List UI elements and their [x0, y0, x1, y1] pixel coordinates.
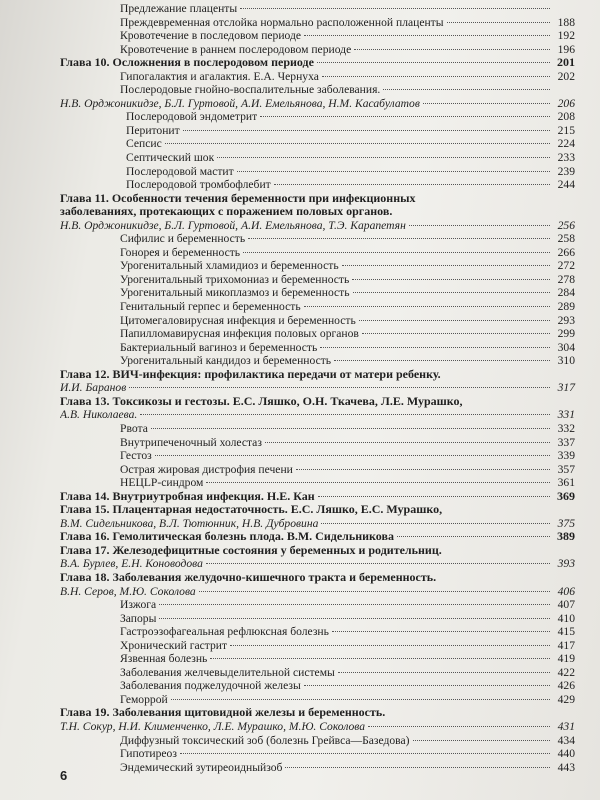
toc-entry — [60, 449, 575, 463]
toc-page-number: 339 — [557, 449, 575, 463]
toc-page-number: 289 — [557, 300, 575, 314]
dot-leader — [317, 62, 550, 63]
toc-chapter-heading — [60, 368, 575, 382]
toc-entry — [60, 598, 575, 612]
toc-entry-title: Послеродовой мастит — [126, 164, 234, 178]
dot-leader — [304, 306, 550, 307]
toc-entry — [60, 612, 575, 626]
toc-entry-title: Глава 19. Заболевания щитовидной железы и беременность. — [60, 706, 386, 720]
dot-leader — [352, 279, 550, 280]
toc-entry — [60, 83, 575, 97]
toc-entry — [60, 463, 575, 477]
toc-page-number: 422 — [557, 665, 575, 679]
dot-leader — [274, 184, 550, 185]
toc-entry — [60, 110, 575, 124]
toc-entry-title: Глава 10. Осложнения в послеродовом периоде — [60, 56, 314, 70]
toc-page-number: 443 — [557, 760, 575, 774]
dot-leader — [322, 76, 550, 77]
toc-entry — [60, 327, 575, 341]
toc-page-number: 389 — [557, 529, 575, 544]
toc-page-number: 361 — [557, 476, 575, 490]
toc-page-number: 407 — [557, 598, 575, 612]
toc-entry-title: Т.Н. Сокур, Н.И. Клименченко, Л.Е. Мурашко, М.Ю. Соколова — [60, 719, 366, 733]
toc-entry-title: Н.В. Орджоникидзе, Б.Л. Гуртовой, А.И. Емельянова, Т.Э. Карапетян — [60, 218, 406, 232]
toc-entry — [60, 29, 575, 43]
toc-entry — [60, 2, 575, 16]
dot-leader — [338, 672, 550, 673]
dot-leader — [368, 726, 550, 727]
dot-leader — [260, 116, 550, 117]
dot-leader — [447, 22, 550, 23]
toc-entry-title: Преждевременная отслойка нормально расположенной плаценты — [120, 15, 444, 29]
toc-page-number: 434 — [557, 733, 575, 747]
toc-entry-title: Гастроэзофагеальная рефлюксная болезнь — [120, 625, 329, 639]
toc-entry-title: заболеваниях, протекающих с поражением половых органов. — [60, 205, 393, 219]
toc-entry — [60, 747, 575, 761]
toc-page-number: 332 — [557, 421, 575, 435]
toc-entry-title: Глава 16. Гемолитическая болезнь плода. В.М. Сидельникова — [60, 530, 394, 544]
dot-leader — [183, 130, 550, 131]
toc-entry — [60, 625, 575, 639]
dot-leader — [304, 35, 550, 36]
toc-entry — [60, 300, 575, 314]
dot-leader — [210, 658, 550, 659]
toc-entry-title: Сифилис и беременность — [120, 232, 246, 246]
toc-entry — [60, 354, 575, 368]
toc-entry — [60, 286, 575, 300]
toc-entry — [60, 165, 575, 179]
toc-page-number: 284 — [557, 286, 575, 300]
toc-page-number: 188 — [557, 15, 575, 29]
toc-entry-title: Послеродовой тромбофлебит — [126, 178, 271, 192]
toc-page-number: 310 — [557, 354, 575, 368]
dot-leader — [334, 360, 550, 361]
dot-leader — [155, 455, 550, 456]
toc-page-number: 417 — [557, 638, 575, 652]
toc-page-number: 208 — [557, 110, 575, 124]
toc-entry-title: Рвота — [120, 421, 148, 435]
dot-leader — [320, 347, 550, 348]
dot-leader — [199, 591, 550, 592]
toc-page-number: 278 — [557, 272, 575, 286]
dot-leader — [383, 89, 550, 90]
dot-leader — [321, 523, 550, 524]
toc-entry-title: Гипотиреоз — [120, 747, 177, 761]
toc-entry — [60, 70, 575, 84]
toc-entry-title: Генитальный герпес и беременность — [120, 300, 301, 314]
toc-entry-title: Бактериальный вагиноз и беременность — [120, 340, 318, 354]
toc-page-number: 357 — [557, 462, 575, 476]
toc-page-number: 196 — [557, 42, 575, 56]
toc-entry — [60, 43, 575, 57]
toc-page-number: 266 — [557, 245, 575, 259]
toc-entry-title: Н.В. Орджоникидзе, Б.Л. Гуртовой, А.И. Емельянова, Н.М. Касабулатов — [60, 96, 420, 110]
toc-page-number: 406 — [557, 584, 575, 598]
toc-entry — [60, 273, 575, 287]
toc-entry — [60, 16, 575, 30]
toc-page-number: 192 — [557, 29, 575, 43]
dot-leader — [353, 292, 550, 293]
toc-entry — [60, 652, 575, 666]
toc-authors-line — [60, 381, 575, 395]
toc-page-number: 239 — [557, 164, 575, 178]
toc-entry-title: Язвенная болезнь — [120, 652, 208, 666]
toc-entry — [60, 679, 575, 693]
dot-leader — [296, 469, 550, 470]
toc-entry-title: А.В. Николаева. — [60, 408, 138, 422]
toc-page-number: 429 — [557, 692, 575, 706]
toc-entry-title: Глава 13. Токсикозы и гестозы. Е.С. Ляшко, О.Н. Ткачева, Л.Е. Мурашко, — [60, 394, 463, 408]
dot-leader — [151, 428, 550, 429]
toc-entry-title: Цитомегаловирусная инфекция и беременность — [120, 313, 356, 327]
toc-entry — [60, 259, 575, 273]
toc-entry-title: Глава 12. ВИЧ-инфекция: профилактика передачи от матери ребенку. — [60, 367, 441, 381]
dot-leader — [304, 685, 550, 686]
dot-leader — [285, 767, 550, 768]
toc-page-number: 293 — [557, 313, 575, 327]
toc-authors-line — [60, 557, 575, 571]
toc-authors-line — [60, 517, 575, 531]
dot-leader — [240, 8, 550, 9]
dot-leader — [248, 238, 550, 239]
toc-entry — [60, 124, 575, 138]
dot-leader — [354, 49, 550, 50]
page-number: 6 — [60, 768, 68, 783]
toc-entry-title: Гонорея и беременность — [120, 245, 241, 259]
toc-page-number: 272 — [557, 259, 575, 273]
dot-leader — [180, 753, 550, 754]
toc-entry-title: Гестоз — [120, 449, 152, 463]
toc-entry-title: Урогенитальный трихомониаз и беременность — [120, 272, 350, 286]
toc-chapter-heading — [60, 706, 575, 720]
dot-leader — [265, 442, 550, 443]
toc-authors-line — [60, 585, 575, 599]
toc-page-number: 431 — [557, 719, 575, 733]
toc-page-number: 393 — [557, 557, 575, 571]
toc-entry-title: Глава 14. Внутриутробная инфекция. Н.Е. Кан — [60, 489, 315, 503]
toc-entry-title: Урогенитальный хламидиоз и беременность — [120, 259, 339, 273]
toc-entry-title: Геморрой — [120, 692, 168, 706]
toc-entry-title: Внутрипеченочный холестаз — [120, 435, 262, 449]
toc-authors-line — [60, 408, 575, 422]
toc-page-number: 202 — [557, 69, 575, 83]
toc-chapter-heading — [60, 192, 575, 206]
dot-leader — [342, 265, 550, 266]
dot-leader — [243, 252, 550, 253]
dot-leader — [206, 482, 550, 483]
toc-page-number: 331 — [557, 408, 575, 422]
toc-chapter-heading — [60, 544, 575, 558]
toc-entry-title: Кровотечение в последовом периоде — [120, 29, 302, 43]
toc-authors-line — [60, 97, 575, 111]
dot-leader — [397, 536, 550, 537]
toc-entry-title: Изжога — [120, 598, 157, 612]
toc-entry — [60, 639, 575, 653]
toc-page-number: 256 — [557, 218, 575, 232]
toc-chapter-heading — [60, 503, 575, 517]
toc-entry-title: Перитонит — [126, 123, 180, 137]
toc-page-number: 375 — [557, 516, 575, 530]
toc-entry-title: Эндемический зутиреоидныйзоб — [120, 760, 283, 774]
toc-chapter-heading — [60, 571, 575, 585]
toc-entry-title: Кровотечение в раннем послеродовом периоде — [120, 42, 352, 56]
toc-page-number: 304 — [557, 340, 575, 354]
dot-leader — [362, 333, 550, 334]
toc-entry-title: Глава 15. Плацентарная недостаточность. Е.С. Ляшко, Е.С. Мурашко, — [60, 503, 443, 517]
toc-authors-line — [60, 720, 575, 734]
toc-entry — [60, 137, 575, 151]
toc-entry-title: Урогенитальный кандидоз и беременность — [120, 354, 332, 368]
dot-leader — [409, 225, 550, 226]
dot-leader — [423, 103, 550, 104]
toc-page-number: 369 — [557, 488, 575, 503]
dot-leader — [230, 645, 550, 646]
dot-leader — [165, 143, 550, 144]
toc-page-number: 317 — [557, 381, 575, 395]
toc-entry-title: Послеродовые гнойно-воспалительные заболевания. — [120, 83, 381, 97]
dot-leader — [171, 699, 550, 700]
toc-entry — [60, 178, 575, 192]
toc-entry — [60, 341, 575, 355]
toc-page-number: 426 — [557, 679, 575, 693]
dot-leader — [332, 631, 550, 632]
dot-leader — [140, 414, 550, 415]
table-of-contents — [60, 2, 575, 774]
dot-leader — [206, 563, 550, 564]
toc-entry-title: Глава 18. Заболевания желудочно-кишечного тракта и беременность. — [60, 570, 437, 584]
toc-page-number: 299 — [557, 327, 575, 341]
toc-entry — [60, 436, 575, 450]
toc-entry-title: Глава 11. Особенности течения беременности при инфекционных — [60, 191, 416, 205]
dot-leader — [359, 320, 550, 321]
toc-entry-title: Заболевания желчевыделительной системы — [120, 665, 335, 679]
toc-page-number: 215 — [557, 123, 575, 137]
toc-entry-title: Диффузный токсический зоб (болезнь Грейвса—Базедова) — [120, 733, 410, 747]
toc-entry-title: В.А. Бурлев, Е.Н. Коноводова — [60, 557, 203, 571]
toc-entry — [60, 314, 575, 328]
toc-entry-title: НЕЦLР-синдром — [120, 476, 204, 490]
toc-entry-title: Септический шок — [126, 151, 215, 165]
toc-entry — [60, 246, 575, 260]
toc-page-number: 244 — [557, 178, 575, 192]
toc-entry — [60, 232, 575, 246]
toc-entry-title: Заболевания поджелудочной железы — [120, 679, 301, 693]
toc-entry-title: Запоры — [120, 611, 157, 625]
toc-entry — [60, 761, 575, 775]
toc-entry-title: И.И. Баранов — [60, 381, 127, 395]
toc-page-number: 258 — [557, 232, 575, 246]
toc-page-number: 440 — [557, 747, 575, 761]
toc-entry-title: Предлежание плаценты — [120, 2, 238, 15]
toc-entry — [60, 734, 575, 748]
toc-entry — [60, 666, 575, 680]
dot-leader — [159, 618, 550, 619]
toc-entry — [60, 422, 575, 436]
toc-entry-title: Острая жировая дистрофия печени — [120, 462, 293, 476]
toc-entry-title: Урогенитальный микоплазмоз и беременность — [120, 286, 350, 300]
dot-leader — [129, 387, 550, 388]
toc-chapter-heading — [60, 205, 575, 219]
toc-entry-title: Сепсис — [126, 137, 162, 151]
dot-leader — [237, 171, 550, 172]
dot-leader — [159, 604, 550, 605]
toc-page-number: 337 — [557, 435, 575, 449]
dot-leader — [413, 740, 550, 741]
toc-entry — [60, 476, 575, 490]
toc-chapter-heading — [60, 395, 575, 409]
toc-page-number: 224 — [557, 137, 575, 151]
toc-page-number: 415 — [557, 625, 575, 639]
dot-leader — [318, 496, 550, 497]
toc-chapter-heading — [60, 56, 575, 70]
toc-entry-title: Папилломавирусная инфекция половых органов — [120, 327, 359, 341]
toc-chapter-heading — [60, 530, 575, 544]
toc-entry-title: Глава 17. Железодефицитные состояния у беременных и родительниц. — [60, 543, 442, 557]
dot-leader — [217, 157, 550, 158]
toc-entry-title: В.М. Сидельникова, В.Л. Тютюнник, Н.В. Дубровина — [60, 516, 319, 530]
toc-page-number: 419 — [557, 652, 575, 666]
toc-entry — [60, 151, 575, 165]
toc-chapter-heading — [60, 490, 575, 504]
toc-entry-title: Хронический гастрит — [120, 638, 228, 652]
toc-entry-title: Гипогалактия и агалактия. Е.А. Чернуха — [120, 69, 319, 83]
toc-page-number: 206 — [557, 96, 575, 110]
toc-entry-title: Послеродовой эндометрит — [126, 110, 258, 124]
toc-entry — [60, 693, 575, 707]
toc-entry-title: В.Н. Серов, М.Ю. Соколова — [60, 584, 196, 598]
toc-authors-line — [60, 219, 575, 233]
toc-page-number: 201 — [557, 55, 575, 70]
toc-page-number: 410 — [557, 611, 575, 625]
toc-page-number: 233 — [557, 151, 575, 165]
